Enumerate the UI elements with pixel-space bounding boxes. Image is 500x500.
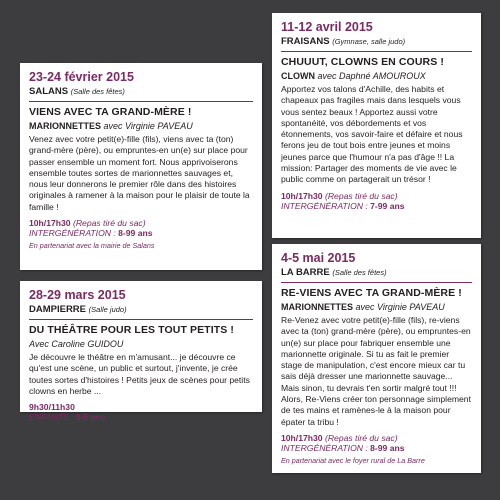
event-partner: En partenariat avec le foyer rural de La Barre [281,455,425,465]
event-time [29,402,253,412]
place-name: FRAISANS [281,36,330,47]
event-host [281,302,472,312]
event-partner: En partenariat avec la mairie de Salans [29,241,155,251]
place-name: DAMPIERRE [29,304,87,315]
event-title: RE-VIENS AVEC TA GRAND-MÈRE ! [281,287,462,299]
divider [281,51,472,52]
place-name: LA BARRE [281,267,330,278]
venue-name: (Salle des fêtes) [70,87,125,96]
event-description: Apportez vos talons d'Achille, des habits et chapeaux pas fragiles mais dans lesquels vous vous sentez beaux ! Apportez aussi votre spontanéité, vos débordements et vos étonnements, vos savoir-faire et défaire et nous ferons jeu de tout bois entre jeunes et moins jeunes parce que l'humour n'a pas d'âge !! La mission: Partager des moments de vie avec le public comme on partagerait un trésor ! [281,84,463,185]
event-title: DU THÉÂTRE POUR LES TOUT PETITS ! [29,324,234,336]
event-title: CHUUUT, CLOWNS EN COURS ! [281,56,444,68]
event-card-fraisans [272,13,481,238]
event-time [29,218,253,228]
venue-name: (Salle des fêtes) [332,268,387,277]
time-value: 10h/17h30 [281,432,323,443]
event-place [29,86,253,97]
event-host [29,339,253,349]
event-place [29,304,253,315]
place-name: SALANS [29,86,69,97]
audience-ages: 8-99 ans [118,228,153,239]
event-category: MARIONNETTES [29,121,101,131]
event-with: avec Daphné AMOUROUX [315,71,426,81]
audience-ages: 7-99 ans [370,200,405,211]
divider [29,101,253,102]
time-note: (Repas tiré du sac) [322,432,398,443]
venue-name: (Salle judo) [88,305,127,314]
event-time [281,191,472,201]
venue-name: (Gymnase, salle judo) [332,37,406,46]
event-place [281,36,472,47]
event-dates: 4-5 mai 2015 [281,251,356,265]
event-time [281,433,472,443]
time-note: (Repas tiré du sac) [322,190,398,201]
event-description: Re-Venez avec votre petit(e)-fille (fils), re-viens avec ta (ton) grand-mère (père), ou empruntes-en un(e) sur place pour fabriquer ensemble une marionnette originale. Si tu as fait le premier stage de manipulation, c'est encore mieux car tu sais déjà dresser une marionnette sauvage... Mais sinon, tu devrais t'en sortir malgré tout !!! Alors, Re-Viens créer ton personnage simplement de tes mains et ramènes-le à la maison pour épater ta tribu ! [281,315,471,427]
event-with: Avec Caroline GUIDOU [29,339,124,349]
divider [29,319,253,320]
event-audience [281,201,472,211]
time-value: 9h30/11h30 [29,402,75,413]
divider [281,282,472,283]
event-dates: 11-12 avril 2015 [281,20,373,34]
event-host [281,71,472,81]
event-dates: 23-24 février 2015 [29,70,134,84]
event-description: Venez avec votre petit(e)-fille (fils), viens avec ta (ton) grand-mère (père), ou empruntes-en un(e) sur place pour passer ensemble un moment fort. Nous apprivoiserons ensemble toutes sortes de marionnettes sauvages et, nous leur donnerons le premier rôle dans des histoires originales à ramener à la maison pour le plaisir de toute la famille ! [29,134,250,212]
time-value: 10h/17h30 [281,190,323,201]
event-host [29,121,253,131]
audience-ages: 8-99 ans [370,442,405,453]
event-with: avec Virginie PAVEAU [101,121,193,131]
audience-label: ENFANTS : [29,412,76,423]
event-dates: 28-29 mars 2015 [29,288,126,302]
event-with: avec Virginie PAVEAU [353,302,445,312]
event-audience [29,228,253,238]
time-value: 10h/17h30 [29,218,71,229]
event-place [281,267,472,278]
event-description: Je découvre le théâtre en m'amusant... je découvre ce qu'est une scène, un public et surtout, j'invente, je crée toutes sortes d'histoires ! Petits jeux de scènes pour petits clowns en herbe ... [29,352,250,396]
audience-ages: 3-5 ans [75,412,106,423]
time-note: (Repas tiré du sac) [70,218,146,229]
audience-label: INTERGÉNÉRATION : [29,228,119,239]
audience-label: INTERGÉNÉRATION : [281,442,371,453]
event-card-salans [20,63,262,270]
audience-label: INTERGÉNÉRATION : [281,200,371,211]
event-audience [281,443,472,453]
event-category: CLOWN [281,71,315,81]
event-title: VIENS AVEC TA GRAND-MÈRE ! [29,106,192,118]
event-category: MARIONNETTES [281,302,353,312]
event-card-dampierre [20,281,262,423]
event-audience [29,412,253,422]
event-card-la-barre [272,244,481,473]
